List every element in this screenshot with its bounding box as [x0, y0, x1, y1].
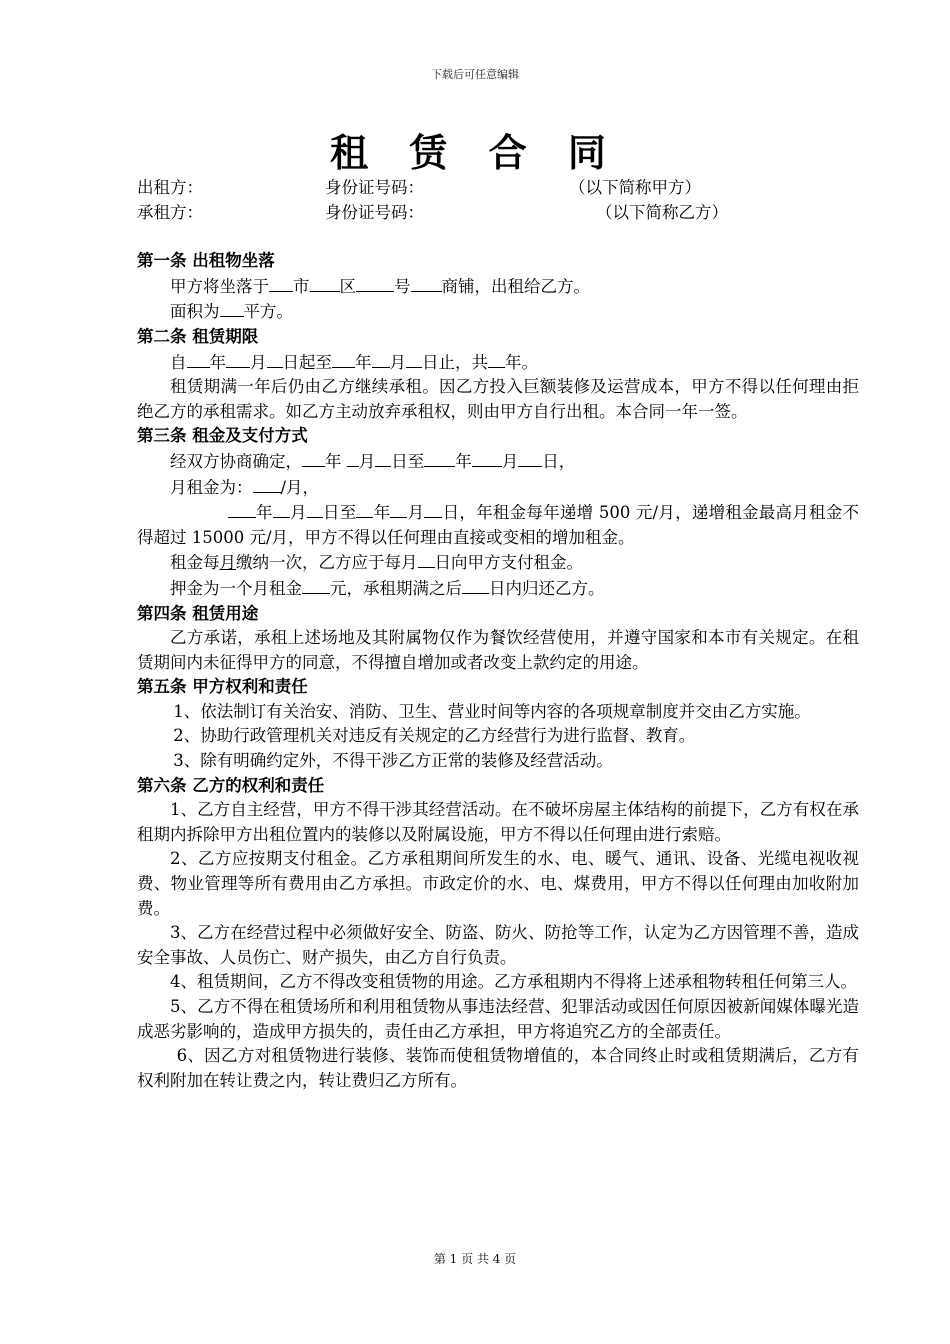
lessee-line — [137, 201, 859, 226]
section-3-title: 第三条 租金及支付方式 — [137, 426, 308, 446]
lessee-id-label: 身份证号码： — [325, 202, 424, 222]
page-footer: 第 1 页 共 4 页 — [433, 1252, 517, 1266]
section-3-deposit: 押金为一个月租金 元，承租期满之后 日内归还乙方。 — [137, 576, 859, 602]
section-2-renewal: 租赁期满一年后仍由乙方继续承租。因乙方投入巨额装修及运营成本，甲方不得以任何理由拒绝乙方的承租需求。如乙方主动放弃承租权，则由甲方自行出租。本合同一年一签。 — [137, 377, 859, 421]
section-6-item: 2、乙方应按期支付租金。乙方承租期间所发生的水、电、暖气、通讯、设备、光缆电视收视费、物业管理等所有费用由乙方承担。市政定价的水、电、煤费用，甲方不得以任何理由加收附加费。 — [137, 849, 859, 918]
section-1-area: 面积为 平方。 — [137, 299, 859, 325]
section-6-item: 1、乙方自主经营，甲方不得干涉其经营活动。在不破坏房屋主体结构的前提下，乙方有权在承租期内拆除甲方出租位置内的装修以及附属设施，甲方不得以任何理由进行索赔。 — [137, 800, 859, 844]
section-3-increment: 年 月 日至 年 月 日，年租金每年递增 500 元/月，递增租金最高月租金不得超过 15000 元/月，甲方不得以任何理由直接或变相的增加租金。 — [137, 500, 859, 550]
lessee-alias: （以下简称乙方） — [596, 202, 728, 222]
section-2-term: 自 年 月 日起至 年 月 日止，共 年。 — [137, 350, 859, 376]
section-4-usage: 乙方承诺，承租上述场地及其附属物仅作为餐饮经营使用，并遵守国家和本市有关规定。在租赁期间内未征得甲方的同意，不得擅自增加或者改变上款约定的用途。 — [137, 628, 859, 672]
section-6-item: 3、乙方在经营过程中必须做好安全、防盗、防火、防抢等工作，认定为乙方因管理不善，造成安全事故、人员伤亡、财产损失，由乙方自行负责。 — [137, 923, 859, 967]
section-3-period: 经双方协商确定， 年 月 日至 年 月 日， — [137, 449, 859, 475]
section-5-item: 2、协助行政管理机关对违反有关规定的乙方经营行为进行监督、教育。 — [173, 726, 696, 746]
contract-body — [137, 176, 859, 1093]
page-header: 下载后可任意编辑 — [431, 68, 519, 81]
section-4-title: 第四条 租赁用途 — [137, 603, 259, 623]
lessor-id-label: 身份证号码： — [325, 178, 424, 197]
section-1-location: 甲方将坐落于 市 区 号 商铺，出租给乙方。 — [137, 274, 859, 300]
section-1-title: 第一条 出租物坐落 — [137, 251, 275, 271]
section-2-title: 第二条 租赁期限 — [137, 326, 259, 346]
section-3-payment: 租金每月缴纳一次，乙方应于每月 日向甲方支付租金。 — [137, 550, 859, 576]
section-6-title: 第六条 乙方的权利和责任 — [137, 775, 325, 795]
section-6-item: 5、乙方不得在租赁场所和利用租赁物从事违法经营、犯罪活动或因任何原因被新闻媒体曝光造成恶劣影响的，造成甲方损失的，责任由乙方承担，甲方将追究乙方的全部责任。 — [137, 997, 859, 1041]
section-5-title: 第五条 甲方权利和责任 — [137, 677, 308, 697]
lessor-label: 出租方： — [137, 178, 203, 197]
lessor-line — [137, 176, 859, 201]
section-6-item: 6、因乙方对租赁物进行装修、装饰而使租赁物增值的，本合同终止时或租赁期满后，乙方有权利附加在转让费之内，转让费归乙方所有。 — [137, 1046, 859, 1090]
document-title: 租 赁 合 同 — [330, 130, 620, 175]
lessor-alias: （以下简称甲方） — [569, 178, 701, 197]
section-3-monthly-rent: 月租金为： /月， — [137, 475, 859, 501]
section-5-item: 3、除有明确约定外，不得干涉乙方正常的装修及经营活动。 — [173, 751, 613, 771]
section-5-item: 1、依法制订有关治安、消防、卫生、营业时间等内容的各项规章制度并交由乙方实施。 — [173, 701, 811, 721]
section-6-item: 4、租赁期间，乙方不得改变租赁物的用途。乙方承租期内不得将上述承租物转租任何第三人。 — [170, 972, 857, 992]
lessee-label: 承租方： — [137, 202, 203, 222]
